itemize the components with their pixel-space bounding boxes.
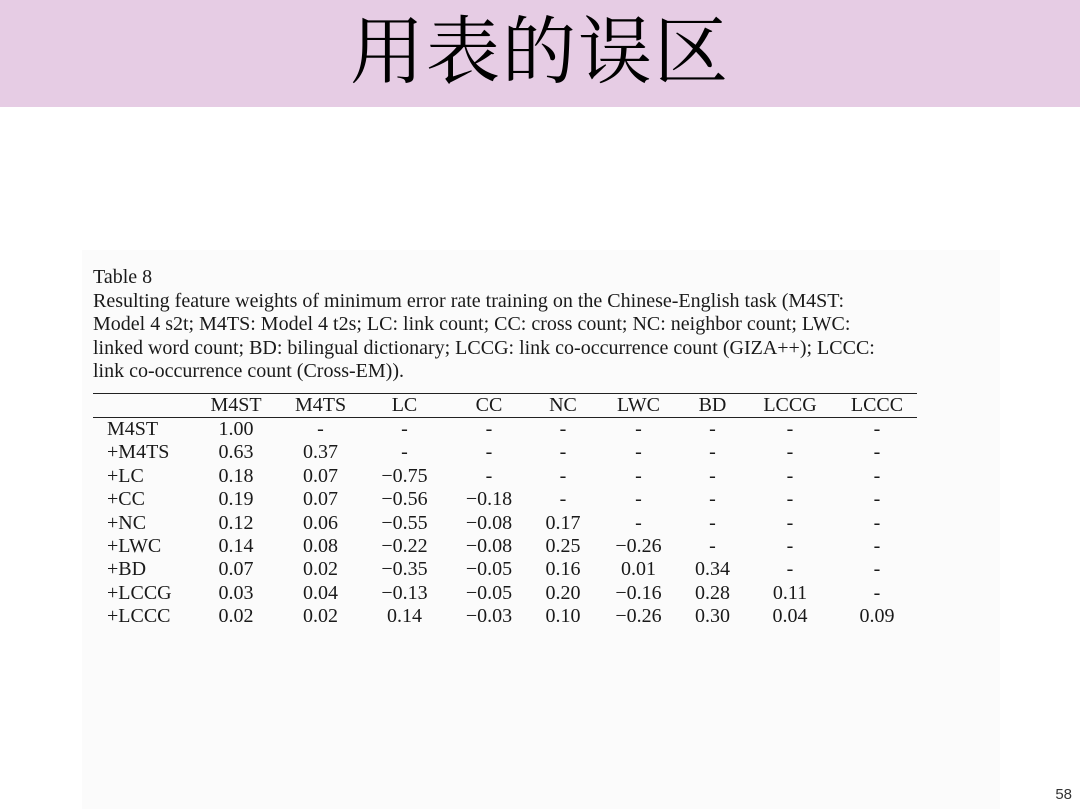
table-cell: 0.09 bbox=[859, 605, 895, 628]
table-cell: −0.08 bbox=[465, 535, 513, 558]
table-cell: −0.05 bbox=[465, 581, 513, 604]
table-cell: 0.01 bbox=[621, 558, 656, 581]
table-cell: 0.18 bbox=[218, 464, 254, 487]
column-header: BD bbox=[682, 394, 743, 418]
table-cell: −0.18 bbox=[465, 488, 513, 511]
table-body bbox=[93, 418, 917, 629]
table-cell: 0.12 bbox=[218, 511, 254, 534]
table-cell: - bbox=[485, 464, 493, 487]
caption-line: linked word count; BD: bilingual dictionary; LCCG: link co-occurrence count (GIZA++); LCCC: bbox=[93, 336, 875, 359]
row-label: +LCCG bbox=[107, 581, 172, 604]
table-cell: 0.17 bbox=[545, 511, 581, 534]
feature-weights-table bbox=[93, 393, 917, 629]
table-cell: - bbox=[709, 535, 716, 558]
table-cell: 0.14 bbox=[387, 605, 422, 628]
table-cell: 1.00 bbox=[218, 418, 254, 440]
table-cell: 0.19 bbox=[218, 488, 254, 511]
table-cell: - bbox=[635, 441, 642, 464]
table-cell: - bbox=[559, 441, 567, 464]
table-cell: 0.06 bbox=[303, 511, 338, 534]
row-label: +LWC bbox=[107, 535, 162, 558]
table-cell: 0.02 bbox=[218, 605, 254, 628]
table-cell: - bbox=[635, 418, 642, 440]
table-cell: 0.25 bbox=[545, 535, 581, 558]
table-cell: 0.04 bbox=[303, 581, 338, 604]
column-header: NC bbox=[531, 394, 595, 418]
table-cell: - bbox=[485, 441, 493, 464]
table-cell: - bbox=[873, 464, 881, 487]
table-row bbox=[93, 582, 917, 605]
table-cell: −0.55 bbox=[381, 511, 428, 534]
table-cell: 0.16 bbox=[545, 558, 581, 581]
table-row bbox=[93, 441, 917, 464]
table-cell: - bbox=[709, 441, 716, 464]
table-cell: −0.56 bbox=[381, 488, 428, 511]
table-cell: - bbox=[786, 535, 794, 558]
table-row bbox=[93, 465, 917, 488]
table-cell: 0.30 bbox=[695, 605, 730, 628]
table-cell: 0.07 bbox=[303, 464, 338, 487]
table-cell: −0.26 bbox=[615, 605, 662, 628]
table-row bbox=[93, 558, 917, 581]
table-cell: - bbox=[786, 511, 794, 534]
table-cell: - bbox=[559, 418, 567, 440]
table-cell: 0.04 bbox=[772, 605, 808, 628]
table-caption bbox=[93, 266, 993, 384]
table-row bbox=[93, 512, 917, 535]
table-cell: - bbox=[873, 488, 881, 511]
table-cell: - bbox=[873, 418, 881, 440]
table-cell: - bbox=[709, 488, 716, 511]
row-label: +CC bbox=[107, 488, 145, 511]
caption-line: Resulting feature weights of minimum error rate training on the Chinese-English task (M4ST: bbox=[93, 289, 845, 312]
table-cell: −0.05 bbox=[465, 558, 513, 581]
table-cell: 0.08 bbox=[303, 535, 338, 558]
table-cell: - bbox=[401, 418, 408, 440]
row-label: +BD bbox=[107, 558, 147, 581]
table-cell: −0.16 bbox=[615, 581, 662, 604]
table-cell: - bbox=[559, 488, 567, 511]
row-label: +NC bbox=[107, 511, 147, 534]
table-cell: 0.20 bbox=[545, 581, 581, 604]
slide-title: 用表的误区 bbox=[350, 9, 730, 95]
table-cell: 0.11 bbox=[772, 581, 808, 604]
table-cell: 0.14 bbox=[218, 535, 254, 558]
table-cell: 0.02 bbox=[303, 558, 338, 581]
table-cell: - bbox=[401, 441, 408, 464]
table-cell: - bbox=[317, 418, 324, 440]
table-cell: - bbox=[786, 418, 794, 440]
table-cell: - bbox=[559, 464, 567, 487]
title-bar bbox=[0, 0, 1080, 107]
column-header: CC bbox=[447, 394, 531, 418]
table-cell: −0.75 bbox=[381, 464, 428, 487]
table-cell: - bbox=[786, 441, 794, 464]
column-header: LC bbox=[362, 394, 447, 418]
table-cell: - bbox=[786, 464, 794, 487]
column-header: LWC bbox=[595, 394, 682, 418]
table-cell: - bbox=[873, 535, 881, 558]
table-row bbox=[93, 418, 917, 442]
table-cell: 0.07 bbox=[303, 488, 338, 511]
column-header: M4TS bbox=[279, 394, 362, 418]
table-header-row bbox=[93, 394, 917, 418]
table-cell: 0.02 bbox=[303, 605, 338, 628]
row-label: +LCCC bbox=[107, 605, 171, 628]
table-cell: - bbox=[873, 511, 881, 534]
column-header: LCCG bbox=[743, 394, 837, 418]
table-cell: - bbox=[635, 464, 642, 487]
table-cell: - bbox=[635, 488, 642, 511]
page-number: 58 bbox=[1055, 786, 1072, 803]
table-cell: −0.22 bbox=[381, 535, 428, 558]
table-cell: 0.10 bbox=[545, 605, 581, 628]
caption-line: Model 4 s2t; M4TS: Model 4 t2s; LC: link count; CC: cross count; NC: neighbor count; LWC: bbox=[93, 313, 851, 335]
table-cell: - bbox=[873, 558, 881, 581]
column-header bbox=[93, 394, 193, 418]
table-cell: 0.37 bbox=[303, 441, 338, 464]
table-cell: - bbox=[709, 418, 716, 440]
table-cell: - bbox=[709, 464, 716, 487]
caption-line: link co-occurrence count (Cross-EM)). bbox=[93, 360, 404, 382]
table-cell: −0.35 bbox=[381, 558, 428, 581]
table-row bbox=[93, 535, 917, 558]
row-label: +M4TS bbox=[107, 441, 170, 464]
column-header: LCCC bbox=[837, 394, 917, 418]
column-header: M4ST bbox=[193, 394, 279, 418]
table-cell: −0.03 bbox=[465, 605, 513, 628]
table-cell: −0.13 bbox=[381, 581, 428, 604]
table-cell: - bbox=[786, 558, 794, 581]
table-cell: 0.63 bbox=[218, 441, 254, 464]
table-cell: - bbox=[635, 511, 642, 534]
table-cell: −0.08 bbox=[465, 511, 513, 534]
table-cell: - bbox=[873, 441, 881, 464]
table-cell: - bbox=[709, 511, 716, 534]
table-cell: - bbox=[485, 418, 493, 440]
table-cell: - bbox=[786, 488, 794, 511]
table-cell: 0.28 bbox=[695, 581, 730, 604]
table-label: Table 8 bbox=[93, 266, 153, 288]
table-cell: 0.07 bbox=[218, 558, 254, 581]
row-label: +LC bbox=[107, 464, 144, 487]
row-label: M4ST bbox=[107, 418, 159, 440]
table-cell: - bbox=[873, 581, 881, 604]
table-row bbox=[93, 488, 917, 511]
table-cell: 0.03 bbox=[218, 581, 254, 604]
table-cell: 0.34 bbox=[695, 558, 730, 581]
table-row bbox=[93, 605, 917, 628]
table-cell: −0.26 bbox=[615, 535, 662, 558]
